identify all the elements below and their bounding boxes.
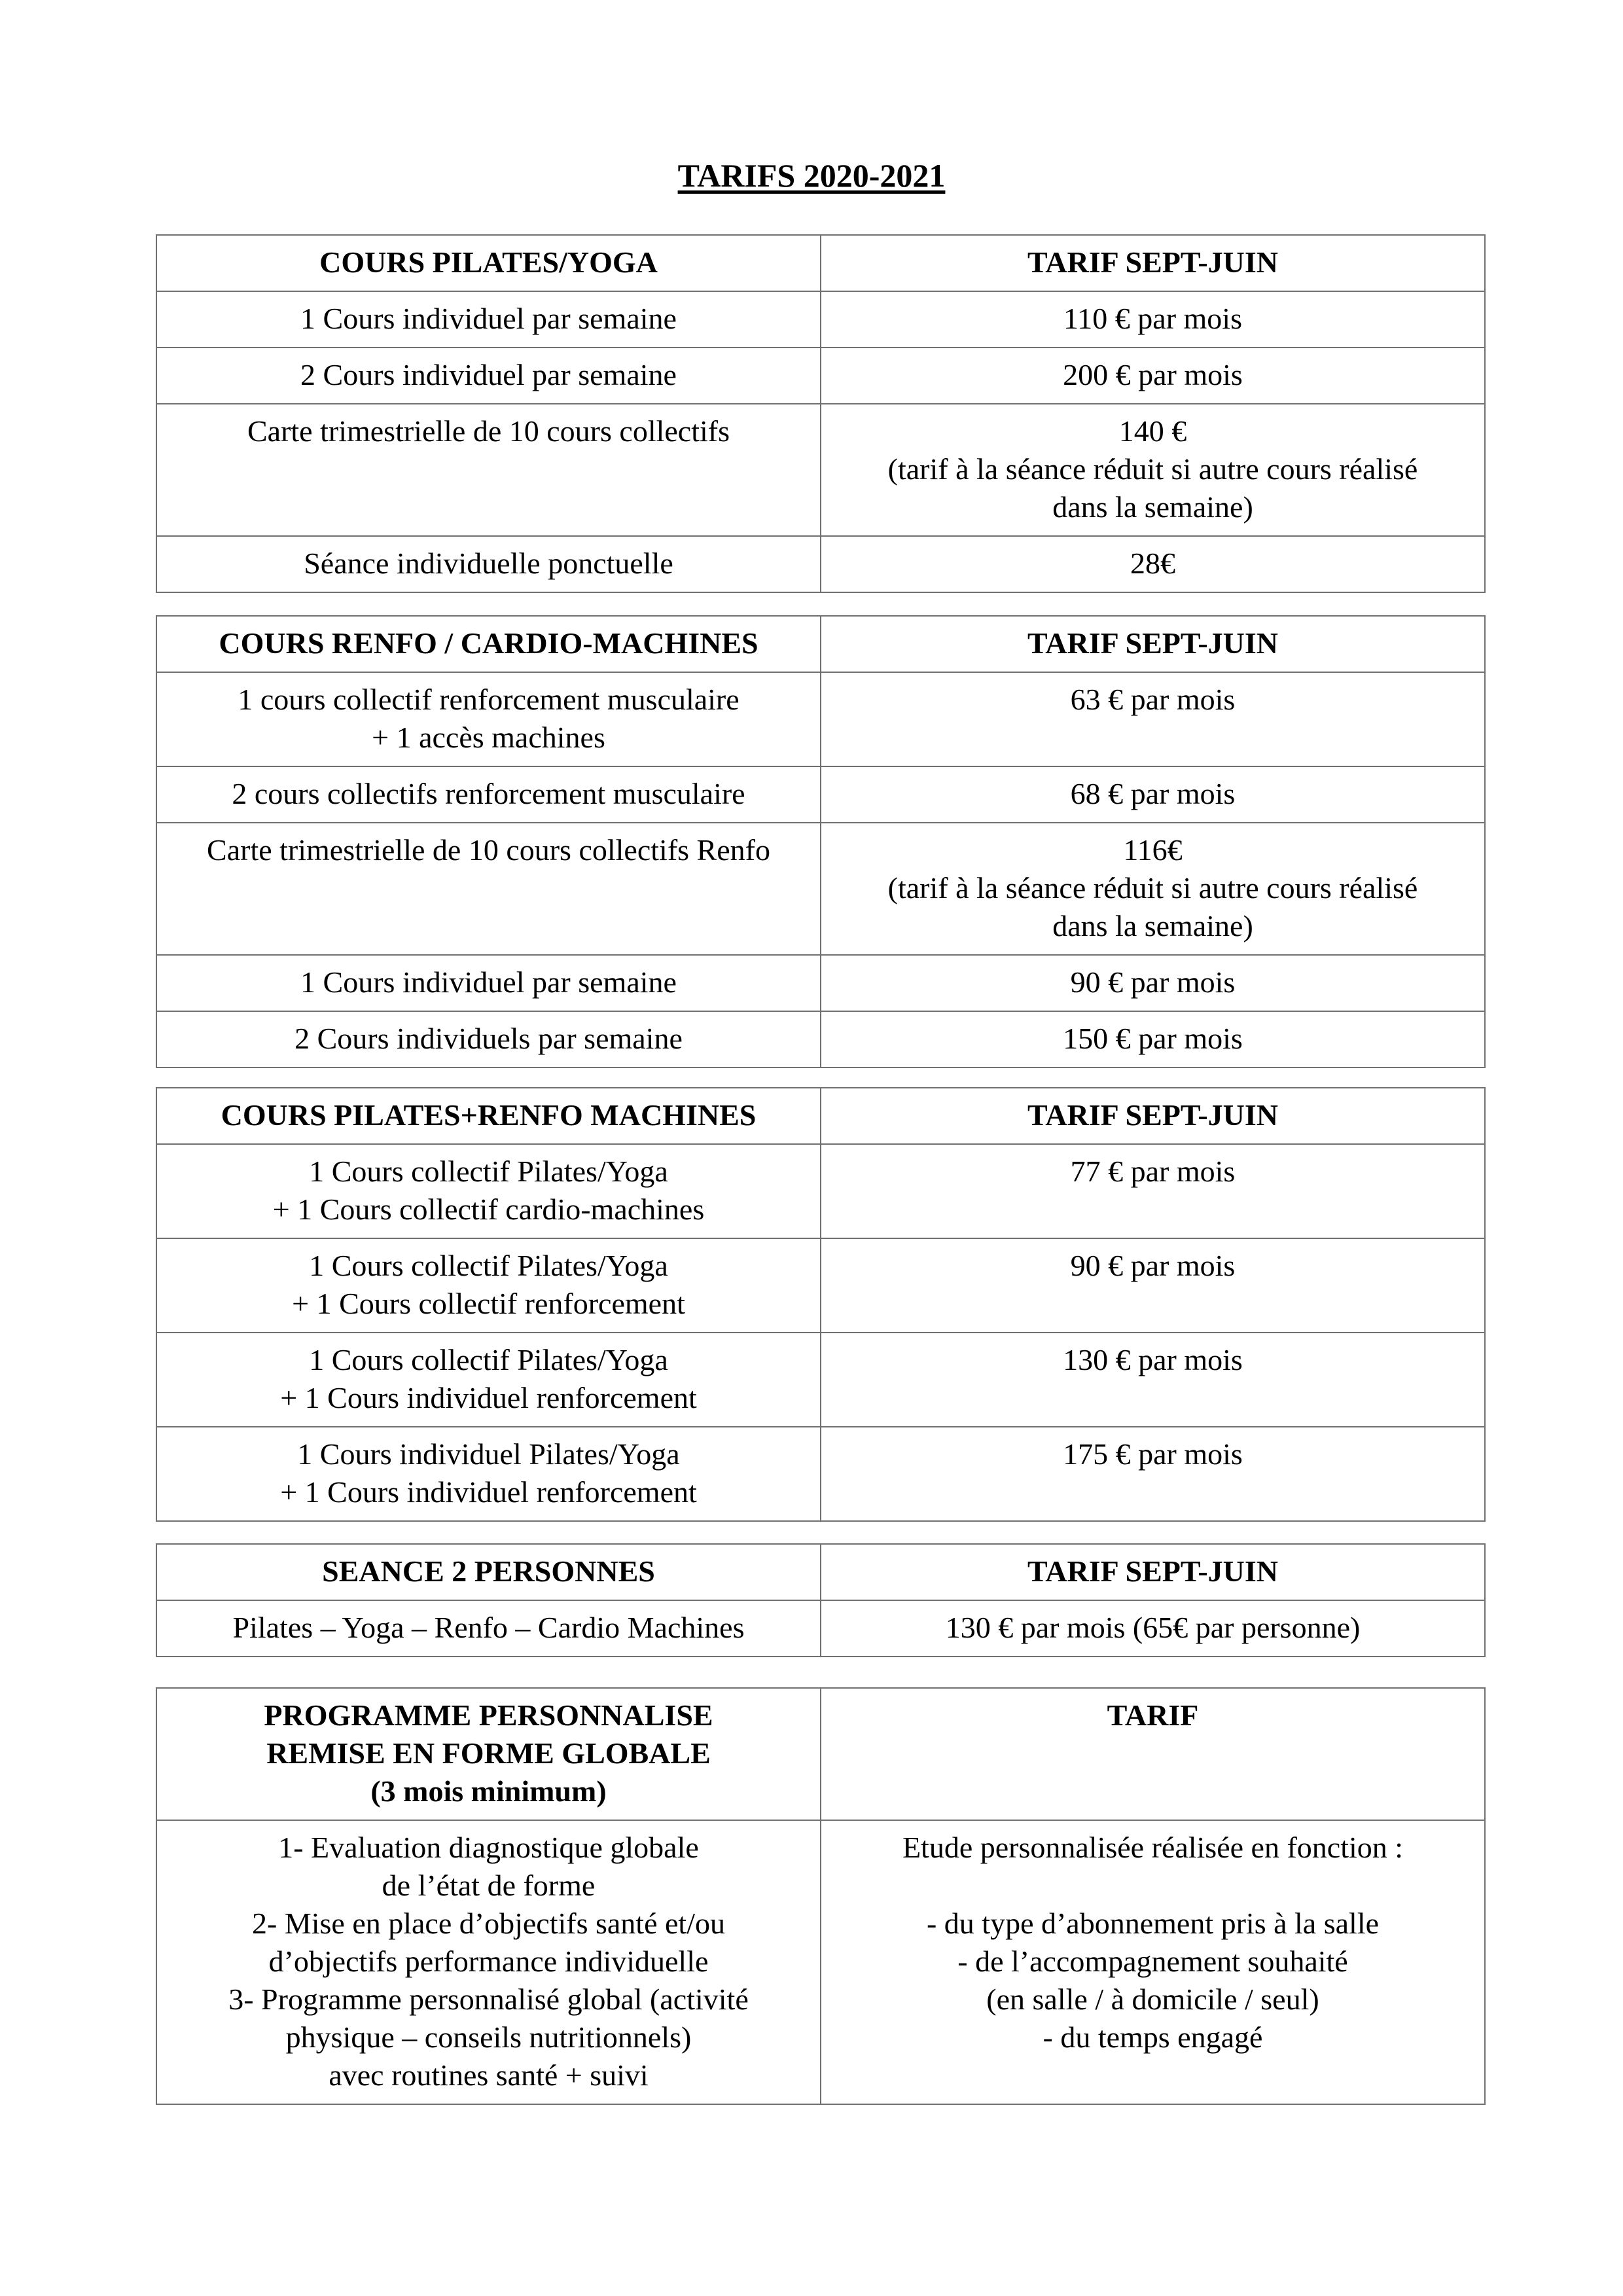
price-cell: 116€ (tarif à la séance réduit si autre cours réalisé dans la semaine) — [821, 823, 1485, 955]
table-row — [156, 1333, 1485, 1427]
column-header-course: COURS PILATES/YOGA — [156, 235, 821, 291]
course-cell: Séance individuelle ponctuelle — [156, 536, 821, 592]
course-cell: 1 Cours collectif Pilates/Yoga + 1 Cours collectif cardio-machines — [156, 1144, 821, 1238]
table-header-row — [156, 1544, 1485, 1600]
price-cell: 63 € par mois — [821, 672, 1485, 766]
price-cell: Etude personnalisée réalisée en fonction : - du type d’abonnement pris à la salle - de l’accompagnement souhaité (en salle / à domicile / seul) - du temps engagé — [821, 1820, 1485, 2104]
price-cell: 140 € (tarif à la séance réduit si autre cours réalisé dans la semaine) — [821, 404, 1485, 536]
course-cell: Carte trimestrielle de 10 cours collectifs — [156, 404, 821, 536]
course-cell: 1 Cours individuel Pilates/Yoga + 1 Cours individuel renforcement — [156, 1427, 821, 1521]
course-cell: 2 Cours individuel par semaine — [156, 348, 821, 404]
table-header-row — [156, 1688, 1485, 1820]
course-cell: 1 Cours collectif Pilates/Yoga + 1 Cours collectif renforcement — [156, 1238, 821, 1333]
column-header-course: COURS PILATES+RENFO MACHINES — [156, 1088, 821, 1144]
renfo-cardio-table — [156, 615, 1486, 1068]
table-row — [156, 823, 1485, 955]
table-row — [156, 1600, 1485, 1657]
price-cell: 28€ — [821, 536, 1485, 592]
price-cell: 150 € par mois — [821, 1011, 1485, 1067]
table-header-row — [156, 1088, 1485, 1144]
price-cell: 90 € par mois — [821, 1238, 1485, 1333]
table-row — [156, 291, 1485, 348]
price-cell: 68 € par mois — [821, 766, 1485, 823]
course-cell: 1 cours collectif renforcement musculaire + 1 accès machines — [156, 672, 821, 766]
course-cell: Pilates – Yoga – Renfo – Cardio Machines — [156, 1600, 821, 1657]
course-cell: 1- Evaluation diagnostique globale de l’état de forme 2- Mise en place d’objectifs santé et/ou d’objectifs performance individuelle 3- Programme personnalisé global (activité physique – conseils nutritionnels) avec routines santé + suivi — [156, 1820, 821, 2104]
table-row — [156, 672, 1485, 766]
course-cell: 2 cours collectifs renforcement musculaire — [156, 766, 821, 823]
price-cell: 130 € par mois — [821, 1333, 1485, 1427]
page-title: TARIFS 2020-2021 — [677, 157, 946, 194]
column-header-price: TARIF — [821, 1688, 1485, 1820]
column-header-course: PROGRAMME PERSONNALISE REMISE EN FORME GLOBALE (3 mois minimum) — [156, 1688, 821, 1820]
personalized-program-table — [156, 1687, 1486, 2105]
table-row — [156, 1820, 1485, 2104]
table-row — [156, 1011, 1485, 1067]
table-row — [156, 1144, 1485, 1238]
price-cell: 130 € par mois (65€ par personne) — [821, 1600, 1485, 1657]
column-header-price: TARIF SEPT-JUIN — [821, 1544, 1485, 1600]
table-row — [156, 536, 1485, 592]
column-header-course: SEANCE 2 PERSONNES — [156, 1544, 821, 1600]
course-cell: 1 Cours individuel par semaine — [156, 955, 821, 1011]
table-row — [156, 404, 1485, 536]
course-cell: 1 Cours individuel par semaine — [156, 291, 821, 348]
price-cell: 110 € par mois — [821, 291, 1485, 348]
column-header-price: TARIF SEPT-JUIN — [821, 616, 1485, 672]
course-cell: Carte trimestrielle de 10 cours collectifs Renfo — [156, 823, 821, 955]
two-person-session-table — [156, 1543, 1486, 1657]
column-header-course: COURS RENFO / CARDIO-MACHINES — [156, 616, 821, 672]
table-header-row — [156, 616, 1485, 672]
table-row — [156, 955, 1485, 1011]
table-row — [156, 1427, 1485, 1521]
course-cell: 2 Cours individuels par semaine — [156, 1011, 821, 1067]
course-cell: 1 Cours collectif Pilates/Yoga + 1 Cours individuel renforcement — [156, 1333, 821, 1427]
table-row — [156, 1238, 1485, 1333]
table-row — [156, 766, 1485, 823]
table-row — [156, 348, 1485, 404]
price-cell: 77 € par mois — [821, 1144, 1485, 1238]
pilates-renfo-table — [156, 1087, 1486, 1522]
column-header-price: TARIF SEPT-JUIN — [821, 235, 1485, 291]
price-cell: 90 € par mois — [821, 955, 1485, 1011]
pilates-yoga-table — [156, 234, 1486, 593]
column-header-price: TARIF SEPT-JUIN — [821, 1088, 1485, 1144]
price-cell: 200 € par mois — [821, 348, 1485, 404]
price-cell: 175 € par mois — [821, 1427, 1485, 1521]
table-header-row — [156, 235, 1485, 291]
